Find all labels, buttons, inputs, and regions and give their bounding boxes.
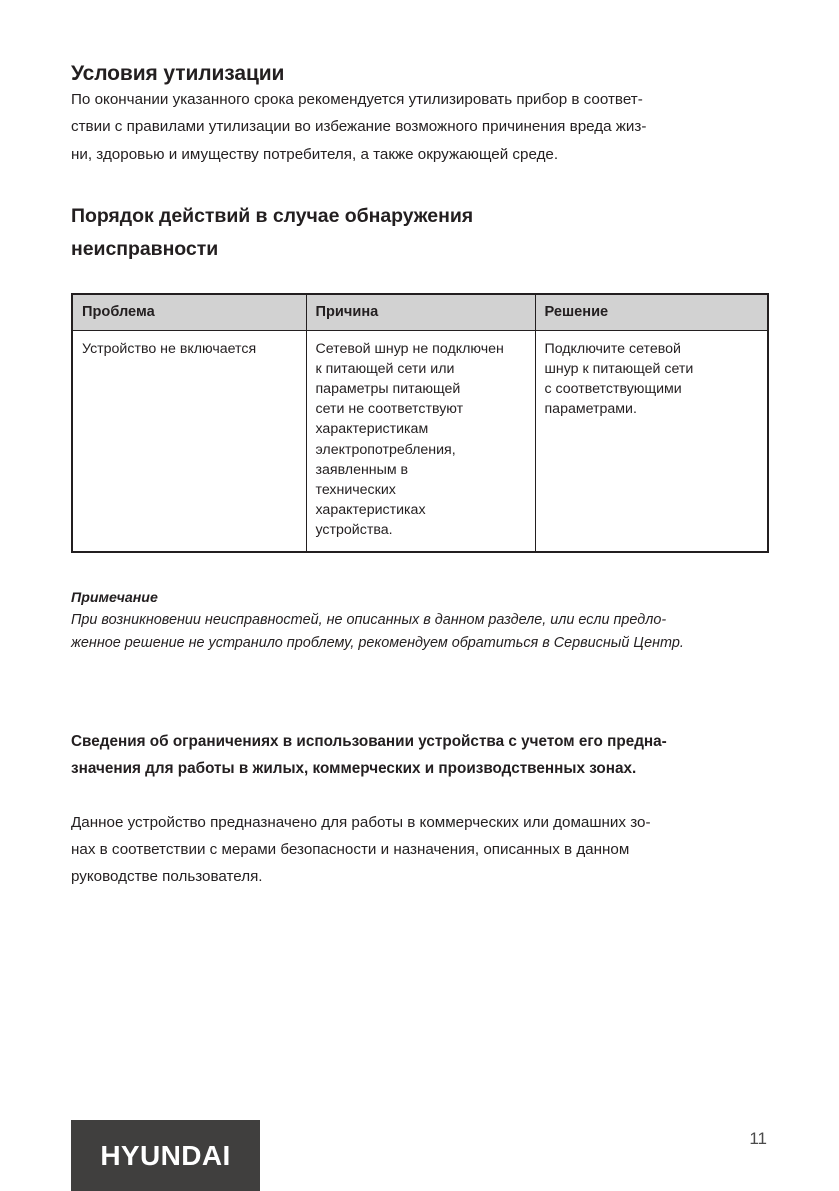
cause-line-2: к питающей сети или xyxy=(315,360,455,377)
usage-limits-heading-line-2: значения для работы в жилых, коммерческих и производственных зонах. xyxy=(71,760,637,778)
solution-line-4: параметрами. xyxy=(544,401,637,418)
troubleshooting-heading-line-1: Порядок действий в случае обнаружения xyxy=(71,204,474,227)
spacer-before-usage-paragraph xyxy=(71,783,767,809)
cause-line-7: заявленным в xyxy=(315,461,409,478)
note-line-1: При возникновении неисправностей, не описанных в данном разделе, или если предло- xyxy=(71,612,667,629)
cause-line-3: параметры питающей xyxy=(315,381,461,398)
cause-text xyxy=(316,339,526,541)
disposal-paragraph-line-2: ствии с правилами утилизации во избежание возможного причинения вреда жиз- xyxy=(71,118,647,136)
disposal-paragraph xyxy=(71,86,767,168)
solution-text xyxy=(545,339,759,420)
cause-line-1: Сетевой шнур не подключен xyxy=(315,340,504,357)
table-cell-problem xyxy=(72,330,306,552)
spacer-after-disposal xyxy=(71,168,767,200)
solution-line-3: с соответствующими xyxy=(544,381,682,398)
usage-limits-paragraph-line-3: руководстве пользователя. xyxy=(71,867,263,885)
cause-line-6: электропотребления, xyxy=(315,441,456,458)
page-title-disposal: Условия утилизации xyxy=(71,62,285,85)
problem-line-1: Устройство не включается xyxy=(82,340,257,357)
usage-limits-paragraph-line-2: нах в соответствии с мерами безопасности и назначения, описанных в данном xyxy=(71,840,630,858)
brand-logo xyxy=(71,1120,260,1191)
troubleshooting-table-wrapper xyxy=(71,293,767,553)
table-column-header-solution: Решение xyxy=(535,294,768,331)
table-column-header-cause: Причина xyxy=(306,294,535,331)
note-heading: Примечание xyxy=(71,589,158,606)
spacer-before-table xyxy=(71,267,767,293)
disposal-paragraph-line-1: По окончании указанного срока рекомендуется утилизировать прибор в соответ- xyxy=(71,91,643,109)
usage-limits-heading-line-1: Сведения об ограничениях в использовании устройства с учетом его предна- xyxy=(71,732,667,750)
cause-line-4: сети не соответствуют xyxy=(315,401,464,418)
page-number: 11 xyxy=(749,1129,767,1148)
spacer-before-usage-limits xyxy=(71,656,767,728)
spacer-after-table xyxy=(71,553,767,588)
table-cell-solution xyxy=(535,330,768,552)
note-line-2: женное решение не устранило проблему, рекомендуем обратиться в Сервисный Центр. xyxy=(71,635,684,652)
cause-line-10: устройства. xyxy=(315,522,393,539)
cause-line-8: технических xyxy=(315,481,396,498)
section-heading-troubleshooting xyxy=(71,200,767,267)
table-cell-cause xyxy=(306,330,535,552)
disposal-paragraph-line-3: ни, здоровью и имуществу потребителя, а также окружающей среде. xyxy=(71,145,559,163)
troubleshooting-table xyxy=(71,293,769,553)
table-column-header-problem: Проблема xyxy=(72,294,306,331)
solution-line-1: Подключите сетевой xyxy=(544,340,681,357)
solution-line-2: шнур к питающей сети xyxy=(544,360,694,377)
cause-line-9: характеристиках xyxy=(315,502,426,519)
note-text xyxy=(71,609,767,656)
troubleshooting-heading-line-2: неисправности xyxy=(71,238,219,261)
page-content xyxy=(71,0,767,890)
usage-limits-paragraph-line-1: Данное устройство предназначено для работы в коммерческих или домашних зо- xyxy=(71,813,651,831)
cause-line-5: характеристикам xyxy=(315,421,429,438)
table-row xyxy=(72,330,768,552)
usage-limits-heading xyxy=(71,728,767,783)
brand-logo-text: HYUNDAI xyxy=(100,1139,231,1171)
problem-text xyxy=(82,339,297,359)
usage-limits-paragraph xyxy=(71,809,767,891)
table-header-row xyxy=(72,294,768,331)
